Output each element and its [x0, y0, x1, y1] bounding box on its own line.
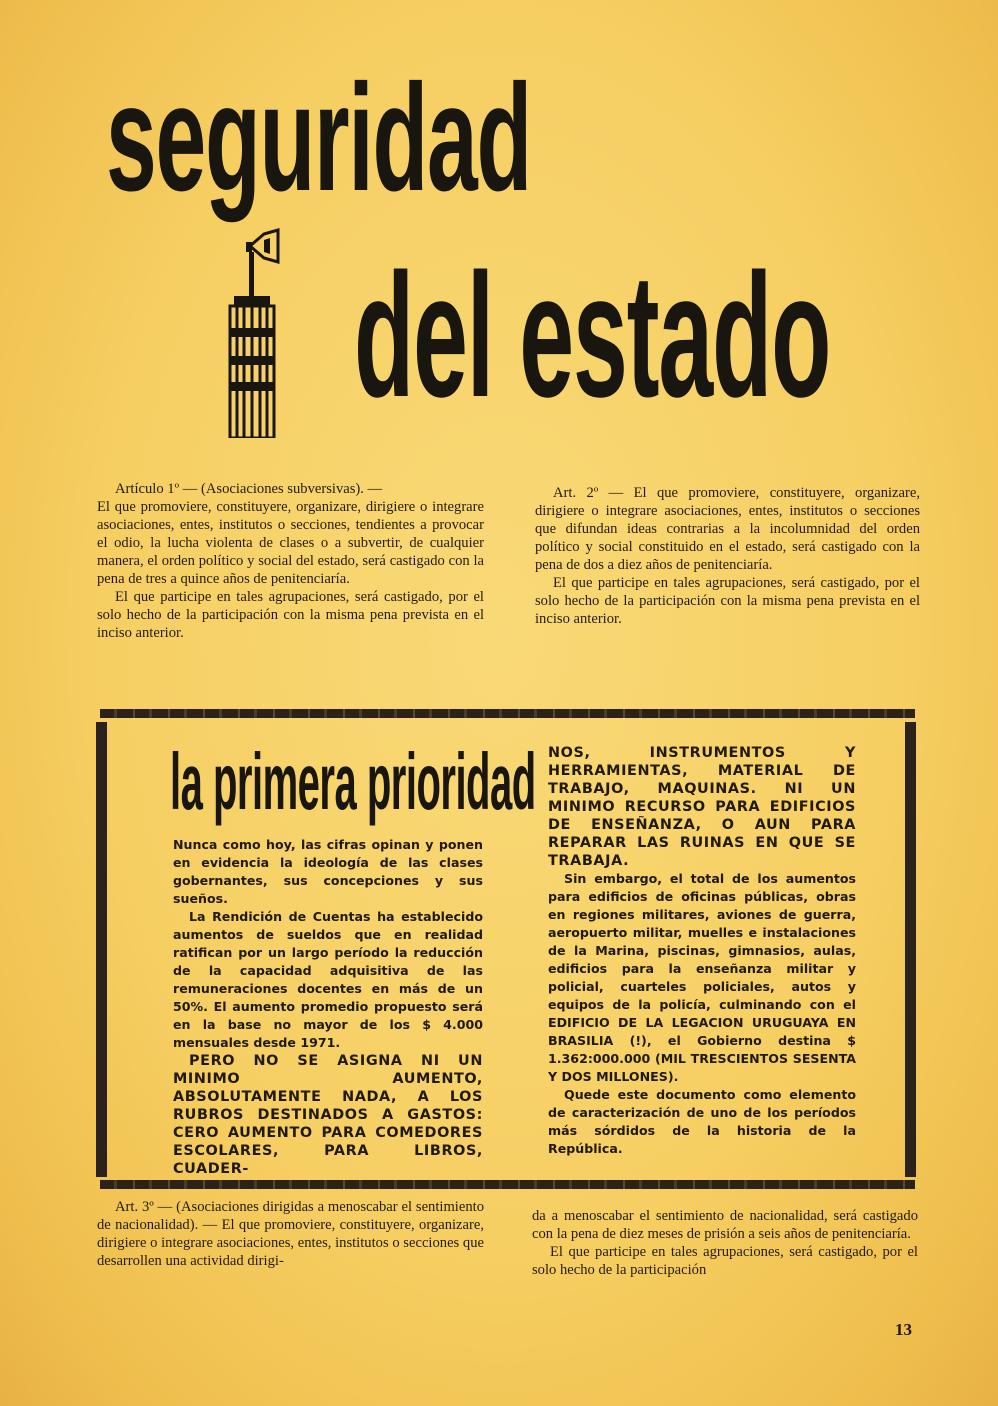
article-3-right [532, 1207, 918, 1279]
box-left-column [173, 836, 483, 1178]
box-right-column [548, 744, 856, 1158]
page-number: 13 [895, 1320, 912, 1339]
title-seguridad: seguridad [106, 53, 532, 223]
box-bottom-rule [100, 1180, 915, 1189]
article-1-heading: Artículo 1º — (Asociaciones subversivas). — [115, 481, 383, 497]
box-right-paragraph-1: Sin embargo, el total de los aumentos para edificios de oficinas públicas, obras en regiones militares, aviones de guerra, aeropuerto militar, muelles e instalaciones de la Marina, piscinas, gimnasios, aulas, edificios para la enseñanza militar y policial, cuarteles policiales, autos y equipos de la policía, culminando con el EDIFICIO DE LA LEGACION URUGUAYA EN BRASILIA (!), el Gobierno destina $ 1.362:000.000 (MIL TRESCIENTOS SESENTA Y DOS MILLONES). [548, 871, 856, 1084]
article-2-paragraph-2: El que participe en tales agrupaciones, será castigado, por el solo hecho de la participación con la misma pena prevista en el inciso anterior. [535, 575, 920, 627]
article-2 [535, 484, 920, 628]
box-left-bar [96, 722, 107, 1177]
box-right-bar [905, 722, 916, 1177]
article-2-paragraph-1: Art. 2º — El que promoviere, constituyere, organizare, dirigiere o integrare asociaciones, entes, institutos o secciones que difundan ideas contrarias a la incolumnidad del orden político y social constituido en el estado, será castigado con la pena de dos a diez años de penitenciaría. [535, 485, 920, 573]
article-1 [97, 480, 484, 642]
title-del-estado: del estado [354, 238, 831, 434]
box-left-paragraph-1: Nunca como hoy, las cifras opinan y ponen en evidencia la ideología de las clases gobernantes, sus concepciones y sus sueños. [173, 837, 483, 906]
box-top-rule [100, 709, 915, 718]
article-1-paragraph-2: El que participe en tales agrupaciones, será castigado, por el solo hecho de la participación con la misma pena prevista en el inciso anterior. [97, 589, 484, 641]
speaker-tower-icon [220, 216, 282, 438]
box-right-paragraph-2: Quede este documento como elemento de caracterización de uno de los períodos más sórdidos de la historia de la República. [548, 1087, 856, 1156]
article-3-paragraph-1: Art. 3º — (Asociaciones dirigidas a menoscabar el sentimiento de nacionalidad). — El que promoviere, constituyere, organizare, dirigiere o integrare asociaciones, entes, institutos o secciones que desarrollen una actividad dirigi- [97, 1199, 484, 1269]
box-right-caps: NOS, INSTRUMENTOS Y HERRAMIENTAS, MATERIAL DE TRABAJO, MAQUINAS. NI UN MINIMO RECURSO PARA EDIFICIOS DE ENSEÑANZA, O AUN PARA REPARAR LAS RUINAS EN QUE SE TRABAJA. [548, 745, 856, 869]
box-heading: la primera prioridad [170, 737, 536, 826]
box-left-caps: PERO NO SE ASIGNA NI UN MINIMO AUMENTO, ABSOLUTAMENTE NADA, A LOS RUBROS DESTINADOS A GASTOS: CERO AUMENTO PARA COMEDORES ESCOLARES, PARA LIBROS, CUADER- [173, 1053, 483, 1177]
box-left-paragraph-2: La Rendición de Cuentas ha establecido aumentos de sueldos que en realidad ratifican por un largo período la reducción de la capacidad adquisitiva de las remuneraciones docentes en más de un 50%. El aumento promedio propuesto será en la base no mayor de los $ 4.000 mensuales desde 1971. [173, 909, 483, 1050]
article-3-paragraph-3: El que participe en tales agrupaciones, será castigado, por el solo hecho de la participación [532, 1244, 918, 1278]
article-3-paragraph-2: da a menoscabar el sentimiento de nacionalidad, será castigado con la pena de diez meses de prisión a seis años de penitenciaría. [532, 1208, 918, 1242]
article-3-left [97, 1198, 484, 1270]
article-1-paragraph-1: El que promoviere, constituyere, organizare, dirigiere o integrare asociaciones, entes, institutos o secciones, tendientes a provocar el odio, la lucha violenta de clases o a subvertir, de cualquier manera, el orden político y social del estado, será castigado con la pena de tres a quince años de penitenciaría. [97, 499, 484, 587]
